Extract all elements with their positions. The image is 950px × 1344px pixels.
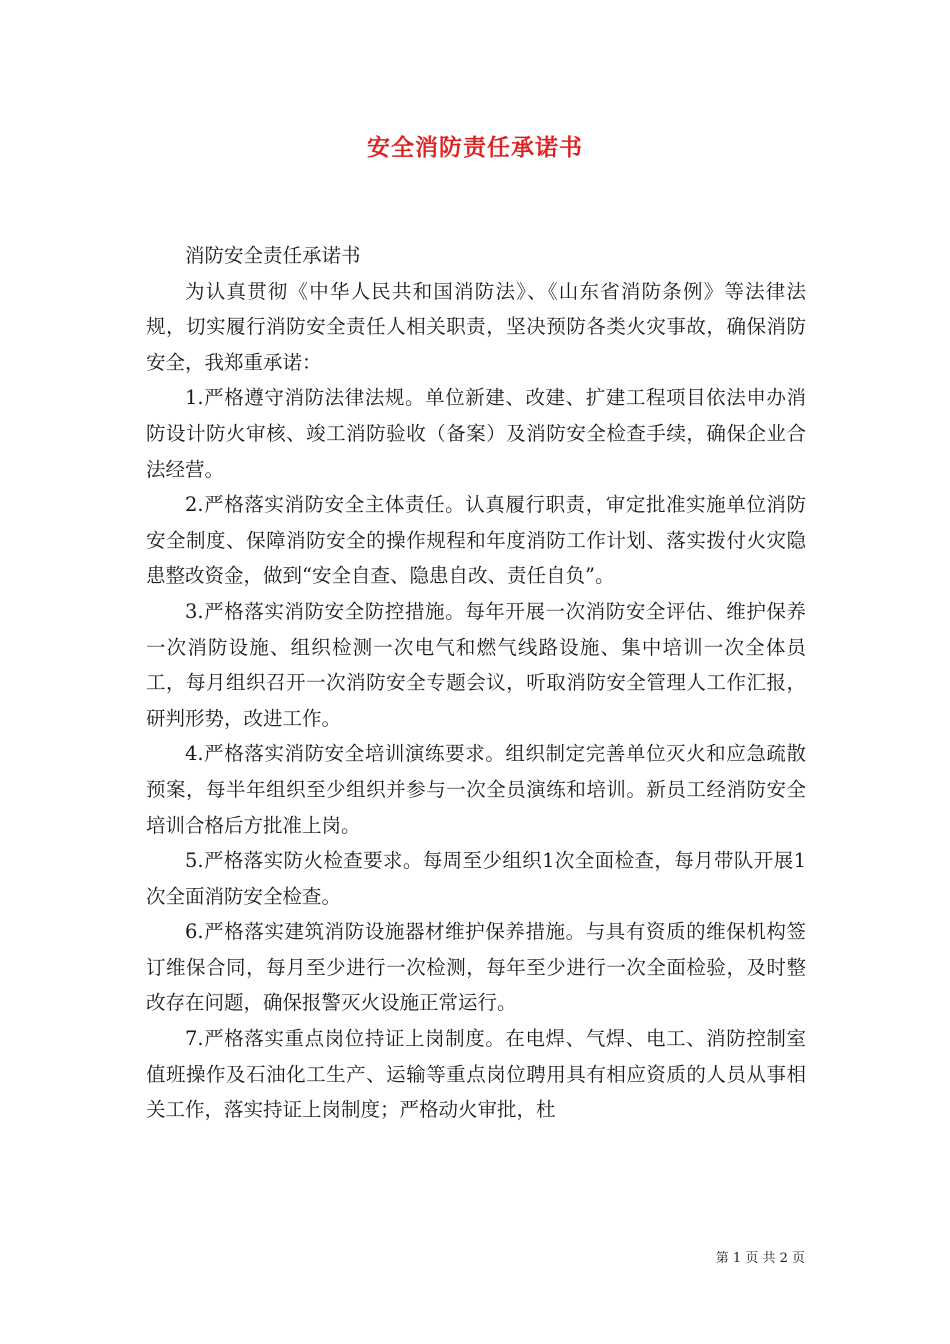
paragraph-item-5: 5.严格落实防火检查要求。每周至少组织1次全面检查，每月带队开展1次全面消防安全检查。 (146, 849, 806, 908)
paragraph-item-1: 1.严格遵守消防法律法规。单位新建、改建、扩建工程项目依法申办消防设计防火审核、竣工消防验收（备案）及消防安全检查手续，确保企业合法经营。 (146, 386, 806, 481)
paragraph-item-4: 4.严格落实消防安全培训演练要求。组织制定完善单位灭火和应急疏散预案，每半年组织至少组织并参与一次全员演练和培训。新员工经消防安全培训合格后方批准上岗。 (146, 742, 806, 837)
paragraph-item-6: 6.严格落实建筑消防设施器材维护保养措施。与具有资质的维保机构签订维保合同，每月至少进行一次检测，每年至少进行一次全面检验，及时整改存在问题，确保报警灭火设施正常运行。 (146, 920, 806, 1015)
document-title: 安全消防责任承诺书 (367, 134, 583, 161)
paragraph-heading: 消防安全责任承诺书 (185, 244, 361, 267)
paragraph-item-3: 3.严格落实消防安全防控措施。每年开展一次消防安全评估、维护保养一次消防设施、组织检测一次电气和燃气线路设施、集中培训一次全体员工，每月组织召开一次消防安全专题会议，听取消防安全管理人工作汇报，研判形势，改进工作。 (146, 599, 806, 730)
paragraph-intro: 为认真贯彻《中华人民共和国消防法》、《山东省消防条例》等法律法规，切实履行消防安全责任人相关职责，坚决预防各类火灾事故，确保消防安全，我郑重承诺： (146, 279, 806, 374)
paragraph-item-7: 7.严格落实重点岗位持证上岗制度。在电焊、气焊、电工、消防控制室值班操作及石油化工生产、运输等重点岗位聘用具有相应资质的人员从事相关工作，落实持证上岗制度；严格动火审批，杜 (146, 1027, 806, 1122)
document-body (146, 238, 806, 1128)
paragraph-item-2: 2.严格落实消防安全主体责任。认真履行职责，审定批准实施单位消防安全制度、保障消防安全的操作规程和年度消防工作计划、落实拨付火灾隐患整改资金，做到“安全自查、隐患自改、责任自负”。 (146, 493, 806, 588)
page-number: 第 1 页 共 2 页 (715, 1251, 805, 1266)
